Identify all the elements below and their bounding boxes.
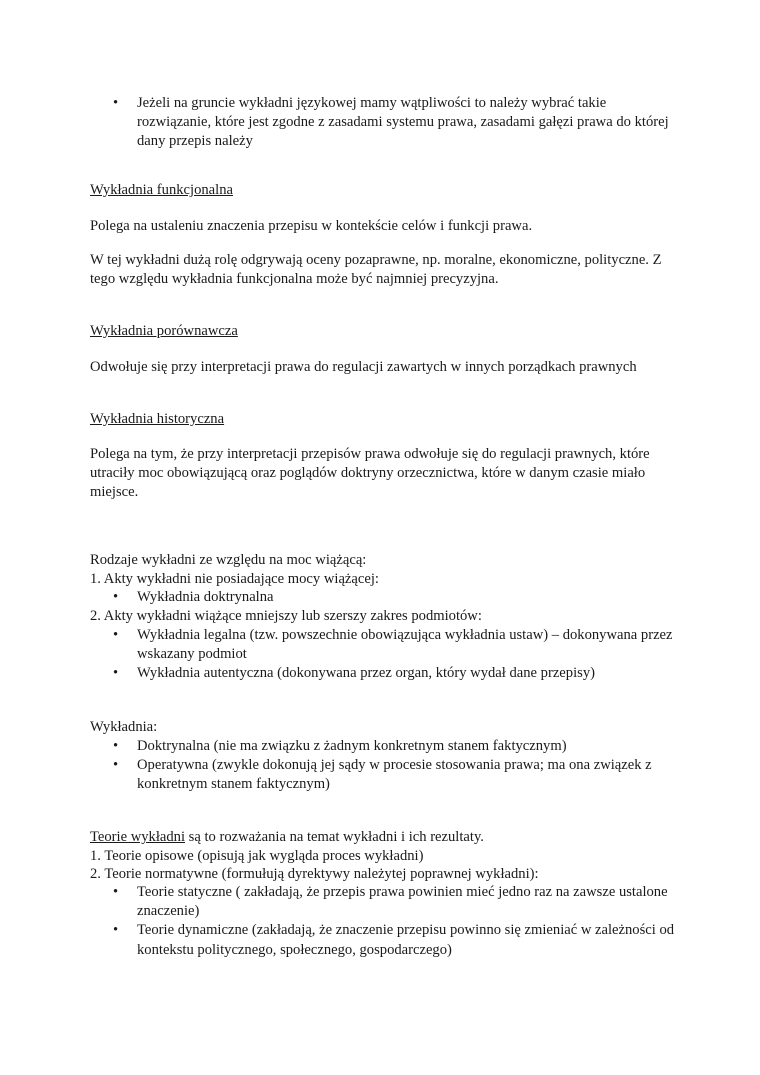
bullet-list — [90, 883, 680, 960]
numbered-item: 1. Akty wykładni nie posiadające mocy wiążącej: — [90, 571, 379, 587]
heading-funkcjonalna: Wykładnia funkcjonalna — [90, 182, 233, 198]
paragraph: W tej wykładni dużą rolę odgrywają oceny pozaprawne, np. moralne, ekonomiczne, polityczne. Z tego względu wykładnia funkcjonalna może być najmniej precyzyjna. — [90, 252, 662, 287]
numbered-item: 1. Teorie opisowe (opisują jak wygląda proces wykładni) — [90, 848, 424, 864]
bullet-list — [90, 588, 680, 607]
section-title-wykladnia: Wykładnia: — [90, 719, 158, 735]
numbered-item: 2. Teorie normatywne (formułują dyrektywy należytej poprawnej wykładni): — [90, 866, 539, 882]
heading-historyczna: Wykładnia historyczna — [90, 411, 225, 427]
list-item: • Operatywna (zwykle dokonują jej sądy w procesie stosowania prawa; ma ona związek z konkretnym stanem faktycznym) — [90, 756, 680, 794]
numbered-item: 2. Akty wykładni wiążące mniejszy lub szerszy zakres podmiotów: — [90, 608, 482, 624]
term-teorie-wykladni: Teorie wykładni — [90, 829, 186, 845]
paragraph: Polega na ustaleniu znaczenia przepisu w kontekście celów i funkcji prawa. — [90, 218, 533, 234]
list-item: • Wykładnia autentyczna (dokonywana przez organ, który wydał dane przepisy) — [90, 664, 680, 683]
paragraph-teorie — [90, 828, 680, 847]
intro-bullet-list — [90, 94, 680, 152]
list-item: • Jeżeli na gruncie wykładni językowej mamy wątpliwości to należy wybrać takie rozwiązanie, które jest zgodne z zasadami systemu prawa, zasadami gałęzi prawa do której dany przepis należy — [90, 94, 680, 152]
paragraph-rest: są to rozważania na temat wykładni i ich rezultaty. — [185, 829, 484, 845]
list-item: • Doktrynalna (nie ma związku z żadnym konkretnym stanem faktycznym) — [90, 737, 680, 756]
list-item: • Wykładnia doktrynalna — [90, 588, 680, 607]
list-item: • Teorie statyczne ( zakładają, że przepis prawa powinien mieć jedno raz na zawsze ustalone znaczenie) — [90, 883, 680, 921]
section-title-rodzaje: Rodzaje wykładni ze względu na moc wiążącą: — [90, 552, 367, 568]
bullet-list — [90, 626, 680, 684]
heading-porownawcza: Wykładnia porównawcza — [90, 323, 238, 339]
paragraph: Polega na tym, że przy interpretacji przepisów prawa odwołuje się do regulacji prawnych, które utraciły moc obowiązującą oraz poglądów doktryny orzecznictwa, które w danym czasie miało miejsce. — [90, 446, 650, 500]
list-item: • Teorie dynamiczne (zakładają, że znaczenie przepisu powinno się zmieniać w zależności od kontekstu politycznego, społecznego, gospodarczego) — [90, 921, 680, 959]
list-item: • Wykładnia legalna (tzw. powszechnie obowiązująca wykładnia ustaw) – dokonywana przez wskazany podmiot — [90, 626, 680, 664]
bullet-list — [90, 737, 680, 795]
paragraph: Odwołuje się przy interpretacji prawa do regulacji zawartych w innych porządkach prawnych — [90, 359, 637, 375]
